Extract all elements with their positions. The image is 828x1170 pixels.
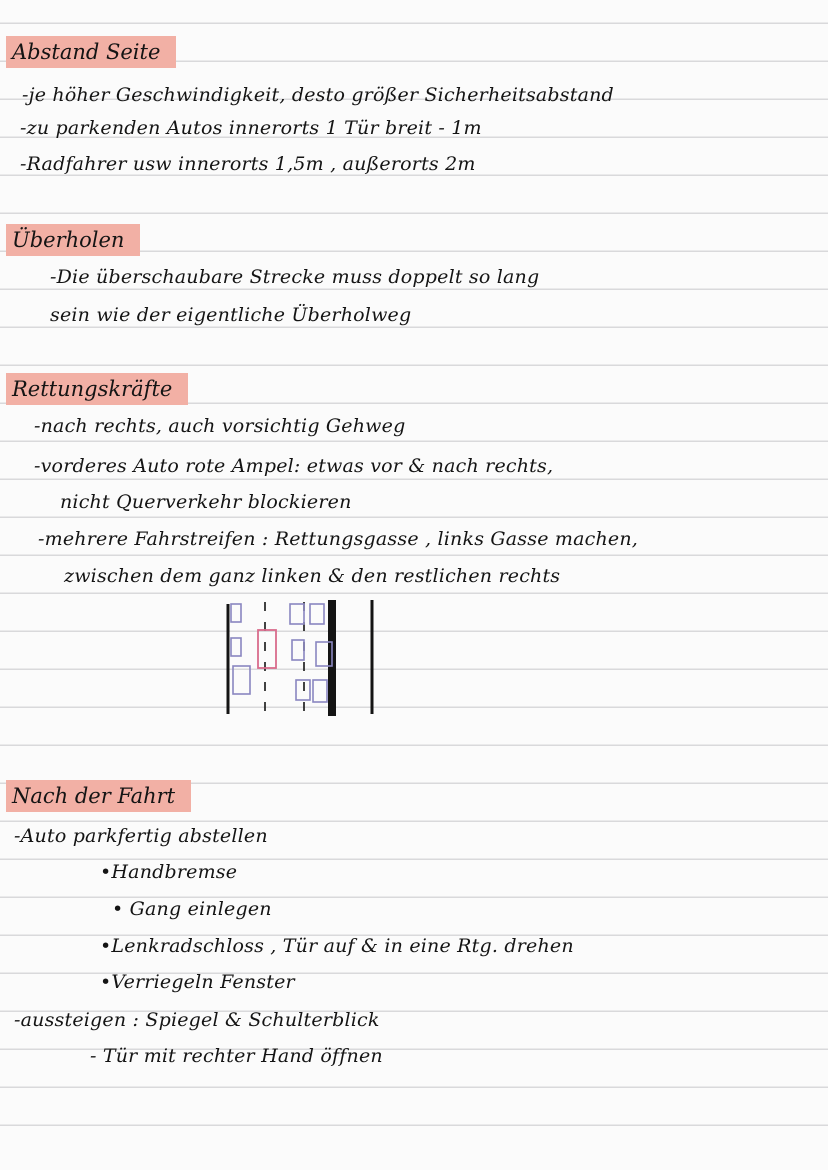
note-line: -vorderes Auto rote Ampel: etwas vor & nach rechts, — [34, 455, 554, 477]
note-line: -Die überschaubare Strecke muss doppelt so lang — [50, 266, 540, 288]
car-icon — [310, 604, 324, 624]
note-line: -Auto parkfertig abstellen — [14, 825, 268, 847]
heading-abstand-seite: Abstand Seite — [6, 36, 176, 68]
heading-ueberholen: Überholen — [6, 224, 140, 256]
car-icon — [296, 680, 310, 700]
note-line: •Lenkradschloss , Tür auf & in eine Rtg. drehen — [100, 935, 574, 957]
note-line: -zu parkenden Autos innerorts 1 Tür breit - 1m — [20, 117, 482, 139]
note-line: • Gang einlegen — [112, 898, 272, 920]
car-icon — [292, 640, 304, 660]
note-line: -Radfahrer usw innerorts 1,5m , außerorts 2m — [20, 153, 476, 175]
car-icon — [231, 604, 241, 622]
heading-nach-der-fahrt: Nach der Fahrt — [6, 780, 191, 812]
car-icon-highlighted — [258, 630, 276, 668]
note-line: -aussteigen : Spiegel & Schulterblick — [14, 1009, 380, 1031]
car-icon — [233, 666, 250, 694]
note-line: zwischen dem ganz linken & den restlichen rechts — [64, 565, 561, 587]
note-line: -nach rechts, auch vorsichtig Gehweg — [34, 415, 406, 437]
note-line: •Verriegeln Fenster — [100, 971, 295, 993]
heading-rettungskraefte: Rettungskräfte — [6, 373, 188, 405]
note-line: •Handbremse — [100, 861, 238, 883]
car-icon — [313, 680, 327, 702]
car-icon — [290, 604, 304, 624]
note-line: sein wie der eigentliche Überholweg — [50, 304, 412, 326]
note-line: - Tür mit rechter Hand öffnen — [90, 1045, 383, 1067]
rettungsgasse-sketch — [220, 598, 380, 720]
note-line: nicht Querverkehr blockieren — [60, 491, 352, 513]
car-icon — [231, 638, 241, 656]
note-line: -je höher Geschwindigkeit, desto größer Sicherheitsabstand — [22, 84, 614, 106]
note-line: -mehrere Fahrstreifen : Rettungsgasse , links Gasse machen, — [38, 528, 639, 550]
